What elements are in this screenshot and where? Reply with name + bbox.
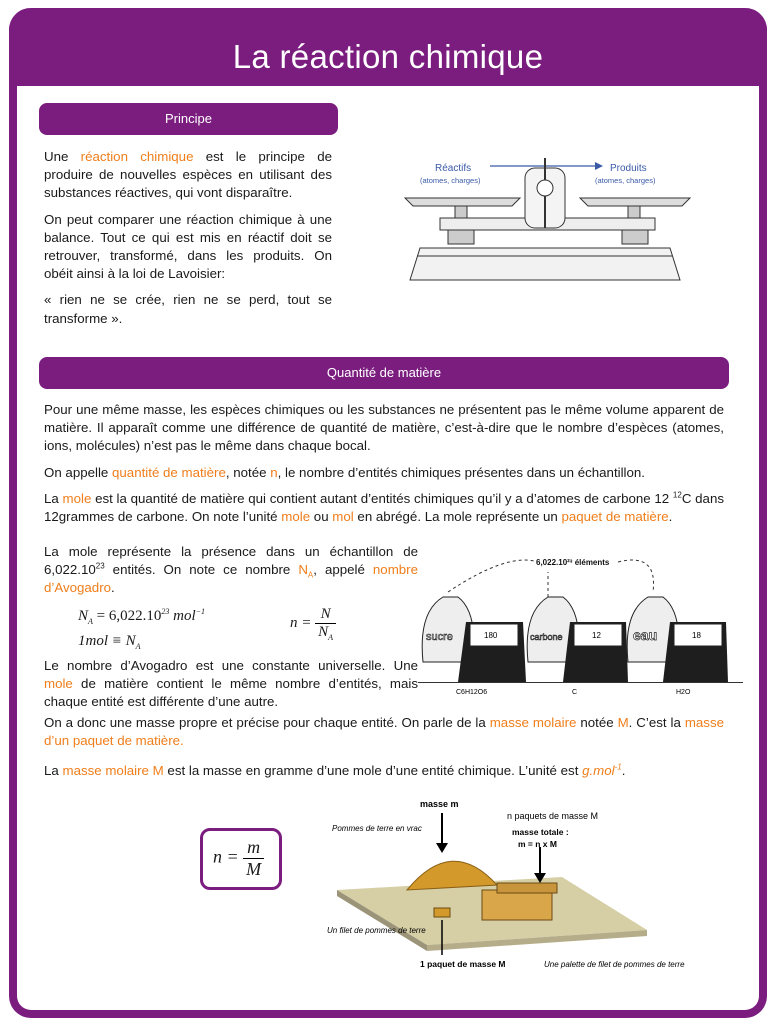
- quote: « rien ne se crée, rien ne se perd, tout se transforme ».: [44, 292, 332, 326]
- paragraph: La mole est la quantité de matière qui contient autant d’entités chimiques qu’il y a d’atomes de carbone 12 $^{12}$C dans 12grammes de carbone. On note l’unité mole ou mol en abrégé. La mole représente un paquet de matière.: [44, 490, 724, 525]
- paragraph: On peut comparer une réaction chimique à une balance. Tout ce qui est mis en réactif doit se retrouver, transformé, dans les produits. On obéit ainsi à la loi de Lavoisier:: [44, 211, 332, 282]
- svg-text:eau: eau: [633, 627, 658, 643]
- reactifs-label: Réactifs: [435, 163, 472, 174]
- n-formula: n = $\frac{N}{N_A}$: [290, 606, 336, 641]
- paragraph: Pour une même masse, les espèces chimiques ou les substances ne présentent pas le même volume apparent de matière. Il apparaît comme une différence de quantité de matière, c’est-à-dire que le nombre d’espèces (atomes, ions, molécules) n’est pas le même dans chaque bocal.: [44, 402, 724, 454]
- paragraph: La mole représente la présence dans un échantillon de 6,022.10$^{23}$ entités. On note ce nombre $N_A$, appelé nombre d’Avogadro.: [44, 544, 418, 596]
- paragraph: Le nombre d’Avogadro est une constante universelle. Une mole de matière contient le même nombre d’entités, mais chaque entité est différente d’une autre.: [44, 658, 418, 710]
- section-heading-quantite: [39, 357, 729, 389]
- section-heading-label: Principe: [165, 111, 212, 126]
- avogadro-text: [44, 543, 418, 606]
- bag-eau: [627, 597, 728, 682]
- molar-mass-formula-box: [200, 828, 282, 890]
- avogadro-formula: $N_A = 6,022.10^{23}$ mol$^{-1}$: [78, 607, 206, 626]
- bag-sucre: [422, 597, 526, 682]
- paragraph: Une réaction chimique est le principe de produire de nouvelles espèces en utilisant des substances réactives, qui vont disparaître.: [44, 149, 332, 201]
- bag-carbone: [527, 597, 628, 682]
- masse-totale-label: masse totale :: [512, 827, 569, 837]
- formula-c: C: [572, 689, 578, 696]
- masse-m-label: masse m: [420, 799, 459, 809]
- formula-h2o: H2O: [676, 689, 691, 696]
- title-banner: [9, 8, 767, 86]
- svg-text:180: 180: [484, 631, 498, 640]
- potatoes-illustration: [322, 795, 685, 1000]
- bags-top-label: 6,022.10²³ éléments: [536, 558, 610, 567]
- produits-label: Produits: [610, 163, 647, 174]
- filet-label: Un filet de pommes de terre: [327, 926, 426, 935]
- page-title: La réaction chimique: [232, 38, 544, 75]
- quantite-text-top: [44, 401, 724, 534]
- reactifs-sub: (atomes, charges): [420, 176, 481, 185]
- paragraph: On appelle quantité de matière, notée n, le nombre d’entités chimiques présentes dans un échantillon.: [44, 464, 645, 480]
- balance-illustration: [400, 148, 690, 288]
- m-eq-label: m = n x M: [518, 839, 557, 849]
- quantite-text-bottom: [44, 714, 724, 789]
- formula-c6h12o6: C6H12O6: [456, 689, 488, 696]
- avogadro-constant-text: [44, 657, 418, 720]
- section-heading-label: Quantité de matière: [326, 365, 442, 380]
- svg-text:carbone: carbone: [530, 632, 563, 642]
- principe-text: [44, 148, 332, 336]
- svg-text:12: 12: [592, 631, 601, 640]
- pommes-vrac-label: Pommes de terre en vrac: [332, 824, 422, 833]
- paquet-label: 1 paquet de masse M: [420, 959, 506, 969]
- svg-text:18: 18: [692, 631, 701, 640]
- paragraph: On a donc une masse propre et précise pour chaque entité. On parle de la masse molaire notée M. C’est la masse d’un paquet de matière.: [44, 715, 724, 749]
- molar-mass-formula: n = $\frac{m}{M}$: [213, 837, 264, 880]
- section-heading-principe: [39, 103, 338, 135]
- paragraph: La masse molaire M est la masse en gramme d’une mole d’une entité chimique. L’unité est g.mol$^{-1}$.: [44, 762, 626, 779]
- bags-illustration: [418, 552, 748, 702]
- mole-equivalence: $1mol \equiv N_A$: [78, 633, 141, 651]
- palette-label: Une palette de filet de pommes de terre: [544, 960, 685, 969]
- produits-sub: (atomes, charges): [595, 176, 656, 185]
- n-paquets-label: n paquets de masse M: [507, 811, 599, 821]
- svg-text:sucre: sucre: [426, 631, 453, 643]
